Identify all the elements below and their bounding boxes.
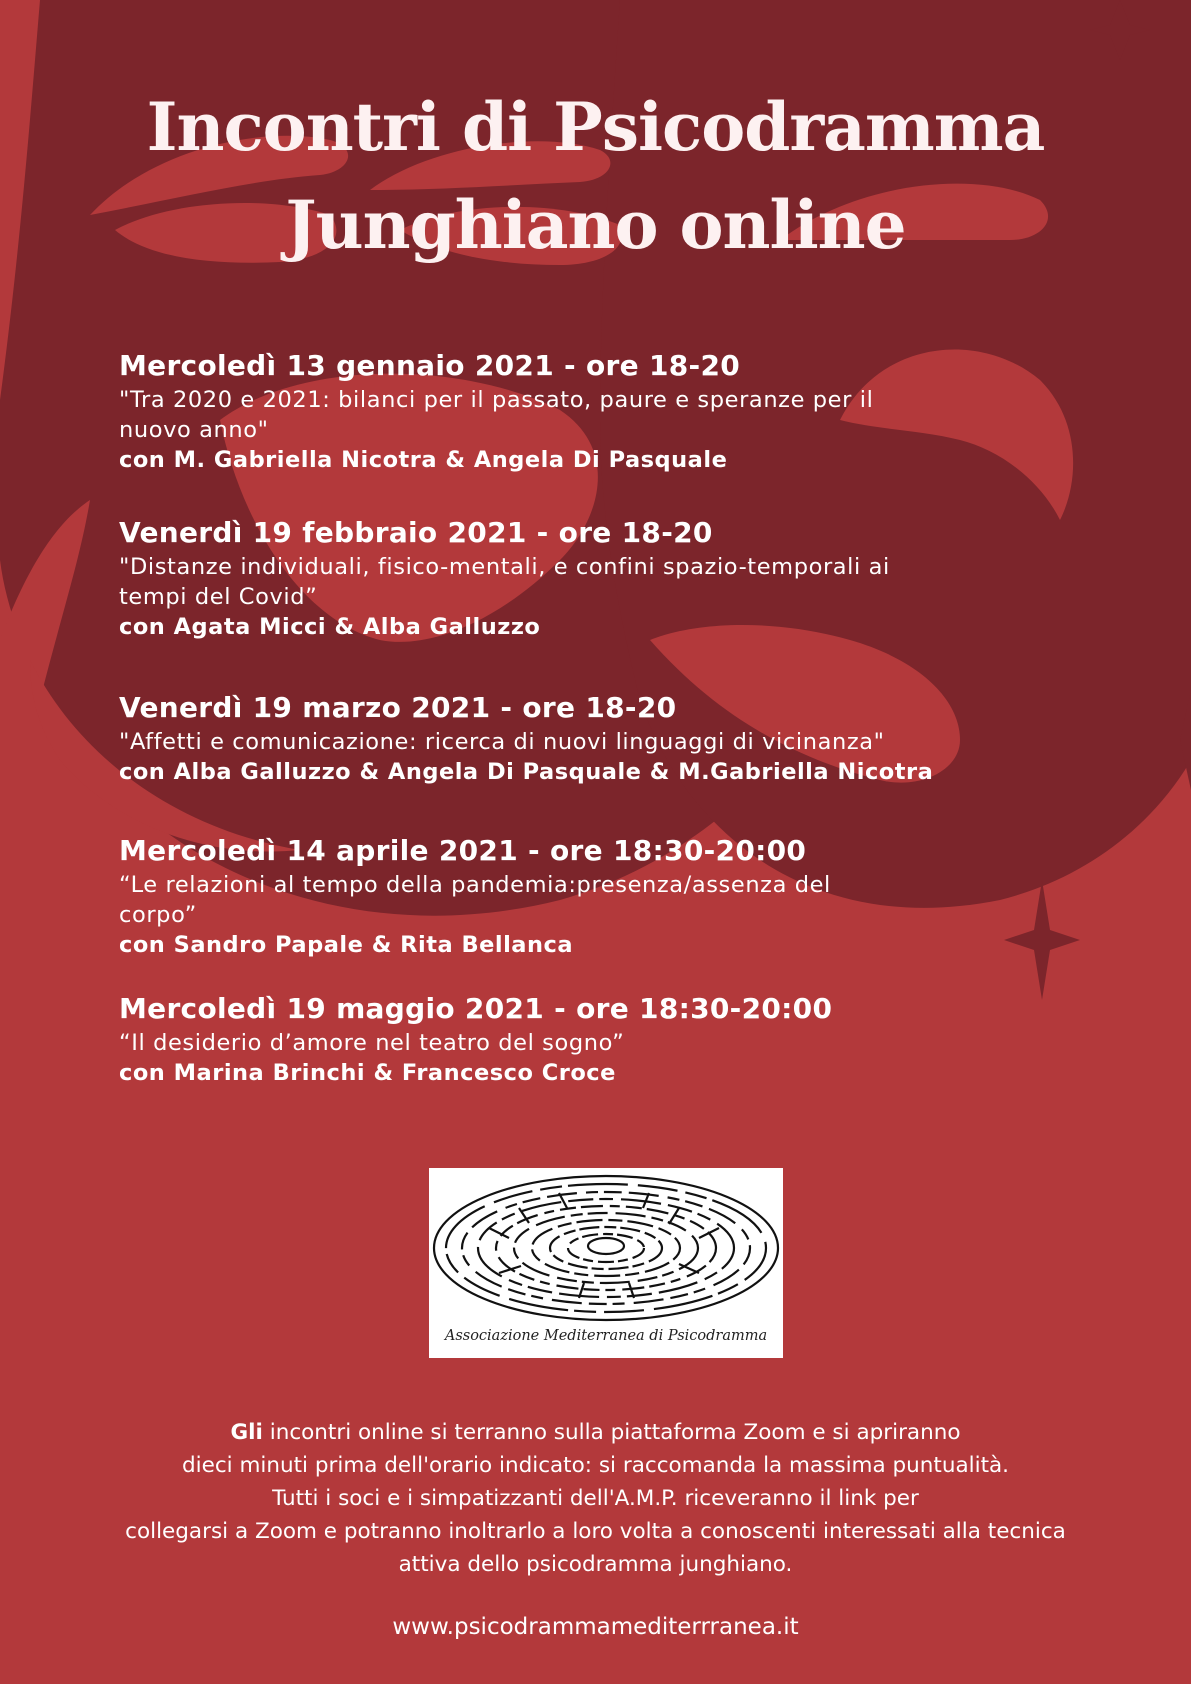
event-topic-line: “Le relazioni al tempo della pandemia:presenza/assenza del [119,872,831,898]
info-line-2: dieci minuti prima dell'orario indicato: si raccomanda la massima puntualità. [181,1453,1010,1478]
event-4 [119,833,1019,960]
website-url: www.psicodrammamediterrranea.it [392,1614,799,1640]
event-2 [119,515,1019,642]
title-line-2: Junghiano online [285,186,906,264]
page-title [0,78,1191,274]
event-hosts: con Agata Micci & Alba Galluzzo [119,614,541,640]
association-logo [429,1168,783,1358]
title-line-1: Incontri di Psicodramma [146,88,1045,166]
event-hosts: con Marina Brinchi & Francesco Croce [119,1060,616,1086]
labyrinth-icon [429,1168,783,1328]
event-topic-line: nuovo anno" [119,417,269,443]
event-date: Mercoledì 13 gennaio 2021 - ore 18-20 [119,349,741,382]
info-line-1 [0,1416,1191,1449]
event-5 [119,991,1019,1088]
event-3 [119,690,1019,787]
event-date: Mercoledì 19 maggio 2021 - ore 18:30-20:00 [119,992,833,1025]
logo-caption: Associazione Mediterranea di Psicodramma [444,1328,768,1344]
info-line-1-bold: Gli [230,1420,263,1445]
event-hosts: con M. Gabriella Nicotra & Angela Di Pasquale [119,447,728,473]
event-topic [119,1028,1019,1058]
event-topic-line: "Distanze individuali, fisico-mentali, e confini spazio-temporali ai [119,554,890,580]
event-topic [119,385,1019,445]
event-topic-line: corpo” [119,902,197,928]
event-topic-line: “Il desiderio d’amore nel teatro del sogno” [119,1030,625,1056]
info-paragraph [0,1416,1191,1581]
event-topic [119,727,1019,757]
info-line-3: Tutti i soci e i simpatizzanti dell'A.M.P. riceveranno il link per [272,1486,919,1511]
event-hosts: con Sandro Papale & Rita Bellanca [119,932,574,958]
event-1 [119,348,1019,475]
event-hosts: con Alba Galluzzo & Angela Di Pasquale & M.Gabriella Nicotra [119,759,934,785]
event-topic-line: "Tra 2020 e 2021: bilanci per il passato, paure e speranze per il [119,387,874,413]
event-topic [119,552,1019,612]
info-line-5: attiva dello psicodramma junghiano. [398,1552,793,1577]
event-topic [119,870,1019,930]
info-line-1-rest: incontri online si terranno sulla piattaforma Zoom e si apriranno [262,1420,961,1445]
event-topic-line: "Affetti e comunicazione: ricerca di nuovi linguaggi di vicinanza" [119,729,885,755]
event-date: Venerdì 19 marzo 2021 - ore 18-20 [119,691,677,724]
info-line-4: collegarsi a Zoom e potranno inoltrarlo a loro volta a conoscenti interessati alla tecnica [125,1519,1066,1544]
event-topic-line: tempi del Covid” [119,584,318,610]
event-date: Mercoledì 14 aprile 2021 - ore 18:30-20:00 [119,834,807,867]
event-date: Venerdì 19 febbraio 2021 - ore 18-20 [119,516,713,549]
